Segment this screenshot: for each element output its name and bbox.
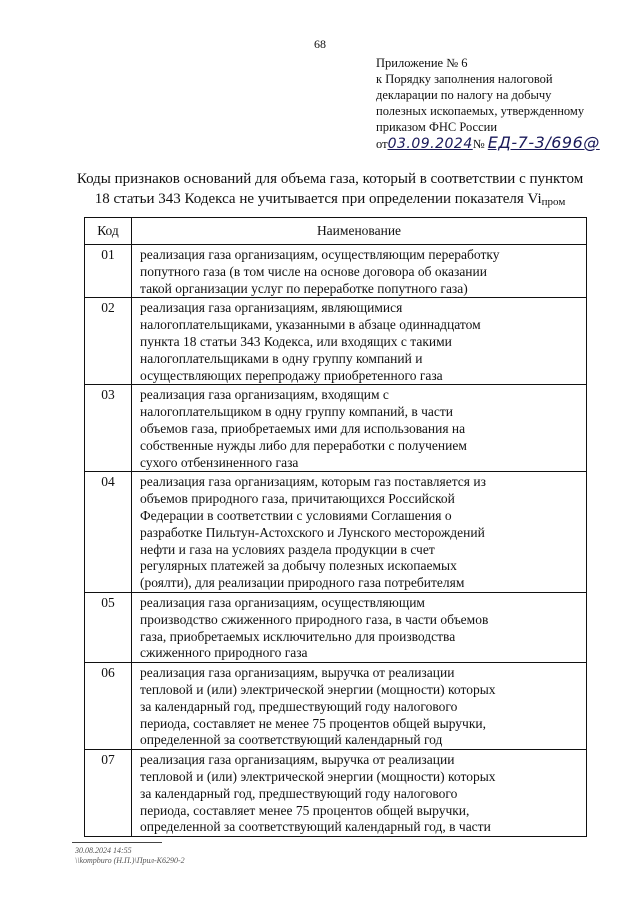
name-line: реализация газа организациям, выручка от реализации: [140, 752, 455, 768]
table-row: [85, 663, 587, 750]
name-line: реализация газа организациям, которым газ поставляется из: [140, 474, 486, 490]
name-line: реализация газа организациям, выручка от реализации: [140, 665, 455, 681]
name-cell: [132, 245, 587, 298]
name-line: налогоплательщиками в одну группу компаний и: [140, 350, 423, 366]
appendix-line: полезных ископаемых, утвержденному: [376, 104, 585, 118]
name-line: тепловой и (или) электрической энергии (мощности) которых: [140, 681, 496, 697]
appendix-line: к Порядку заполнения налоговой: [376, 72, 553, 86]
name-line: тепловой и (или) электрической энергии (мощности) которых: [140, 768, 496, 784]
name-line: такой организации услуг по переработке попутного газа): [140, 280, 468, 296]
name-line: газа, приобретаемых исключительно для производства: [140, 628, 456, 644]
code-cell: 07: [85, 750, 132, 837]
name-line: за календарный год, предшествующий году налогового: [140, 698, 458, 714]
title-line-1: Коды признаков оснований для объема газа, который в соответствии с пунктом: [76, 171, 584, 187]
appendix-header: [376, 55, 626, 152]
table-header-row: [85, 218, 587, 245]
name-line: периода, составляет менее 75 процентов общей выручки,: [140, 802, 470, 818]
name-line: реализация газа организациям, осуществляющим: [140, 594, 425, 610]
table-body: [85, 245, 587, 837]
name-cell: [132, 298, 587, 385]
name-line: разработке Пильтун-Астохского и Лунского месторождений: [140, 524, 485, 540]
document-title: [40, 169, 620, 212]
name-line: определенной за соответствующий календарный год: [140, 732, 443, 748]
code-cell: 04: [85, 472, 132, 593]
name-line: нефти и газа на условиях раздела продукции в счет: [140, 541, 435, 557]
footer-rule: [72, 842, 162, 843]
name-cell: [132, 592, 587, 662]
footer-timestamp: 30.08.2024 14:55: [75, 846, 132, 855]
footer-file-path: \\kompburo (Н.П.)\Прил-К6290-2: [75, 856, 185, 865]
table-row: [85, 298, 587, 385]
order-date: 03.09.2024: [387, 136, 473, 152]
name-line: периода, составляет не менее 75 процентов общей выручки,: [140, 715, 486, 731]
order-prefix: от: [376, 137, 388, 151]
name-line: (роялти), для реализации природного газа потребителям: [140, 575, 465, 591]
title-subscript: пром: [541, 196, 566, 208]
appendix-line: приказом ФНС России: [376, 120, 498, 134]
table-row: [85, 750, 587, 837]
name-line: объемов природного газа, причитающихся Российской: [140, 491, 455, 507]
table-row: [85, 245, 587, 298]
order-number: ЕД-7-3/696@: [487, 133, 600, 152]
name-line: реализация газа организациям, являющимися: [140, 300, 403, 316]
name-line: регулярных платежей за добычу полезных ископаемых: [140, 558, 457, 574]
name-line: пункта 18 статьи 343 Кодекса, или входящих с такими: [140, 333, 452, 349]
name-line: Федерации в соответствии с условиями Соглашения о: [140, 507, 452, 523]
code-cell: 02: [85, 298, 132, 385]
name-cell: [132, 385, 587, 472]
name-line: реализация газа организациям, осуществляющим переработку: [140, 247, 500, 262]
order-line: [376, 135, 626, 152]
code-cell: 03: [85, 385, 132, 472]
code-cell: 01: [85, 245, 132, 298]
name-line: сжиженного природного газа: [140, 645, 308, 661]
name-line: сухого отбензиненного газа: [140, 454, 299, 470]
name-cell: [132, 472, 587, 593]
name-line: налогоплательщиком в одну группу компаний, в части: [140, 404, 454, 420]
name-line: за календарный год, предшествующий году налогового: [140, 785, 458, 801]
code-cell: 06: [85, 663, 132, 750]
header-code: Код: [85, 218, 132, 245]
name-line: объемов газа, приобретаемых ими для использования на: [140, 420, 466, 436]
name-line: определенной за соответствующий календарный год, в части: [140, 819, 491, 835]
table-row: [85, 472, 587, 593]
name-line: налогоплательщиками, указанными в абзаце одиннадцатом: [140, 317, 481, 333]
page-number: 68: [314, 37, 326, 51]
codes-table: [84, 217, 587, 837]
table-row: [85, 592, 587, 662]
header-name: Наименование: [132, 218, 587, 245]
footer: [75, 846, 185, 866]
name-line: осуществляющих перепродажу приобретенного газа: [140, 367, 443, 383]
title-line-2: [40, 189, 620, 212]
name-line: реализация газа организациям, входящим с: [140, 387, 389, 403]
appendix-line: декларации по налогу на добычу: [376, 88, 552, 102]
name-line: собственные нужды либо для переработки с получением: [140, 437, 467, 453]
title-line-2-text: 18 статьи 343 Кодекса не учитывается при определении показателя Vi: [94, 191, 542, 207]
name-line: производство сжиженного природного газа, в части объемов: [140, 611, 489, 627]
order-number-label: №: [472, 137, 485, 151]
table-row: [85, 385, 587, 472]
name-cell: [132, 750, 587, 837]
name-cell: [132, 663, 587, 750]
appendix-line: Приложение № 6: [376, 56, 468, 70]
code-cell: 05: [85, 592, 132, 662]
name-line: попутного газа (в том числе на основе договора об оказании: [140, 263, 487, 279]
